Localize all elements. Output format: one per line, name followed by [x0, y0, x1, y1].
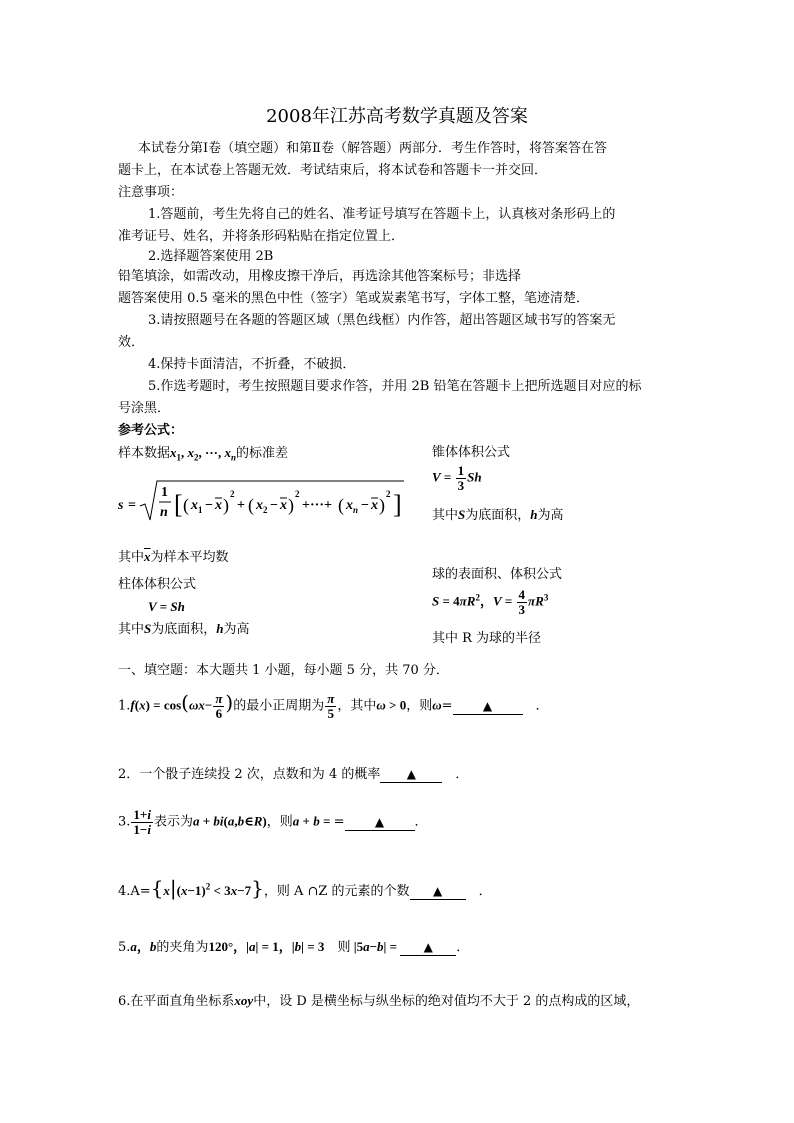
cone-note: 其中S为底面积，h为高: [432, 507, 564, 523]
answer-blank-4[interactable]: ▲: [410, 885, 466, 900]
formulas-heading: 参考公式：: [118, 423, 184, 438]
cone-label: 锥体体积公式: [432, 445, 511, 460]
svg-text:n: n: [353, 505, 359, 515]
svg-text:+: +: [237, 498, 245, 513]
svg-text:(: (: [183, 495, 189, 515]
svg-text:x: x: [346, 498, 353, 513]
svg-text:x: x: [280, 498, 287, 513]
question-1: 1.f(x) = cos(ωx− $\frac{\pi}{6}$ )的最小正周期为 $\frac{\pi}{5}$ ，其中ω > 0，则ω= ▲ ．: [118, 690, 549, 721]
section-heading: 一、填空题：本大题共 1 小题，每小题 5 分，共 70 分．: [118, 663, 449, 678]
note-5b: 号涂黑．: [118, 401, 171, 416]
svg-text:): ): [379, 495, 385, 515]
prism-note: 其中S为底面积，h为高: [118, 621, 250, 637]
svg-text:2: 2: [295, 489, 300, 499]
sphere-label: 球的表面积、体积公式: [432, 567, 563, 582]
svg-text:x: x: [371, 498, 378, 513]
note-3b: 效．: [118, 335, 145, 350]
page-title: 2008年江苏高考数学真题及答案: [266, 106, 528, 127]
note-2c: 题答案使用 0.5 毫米的黑色中性（签字）笔或炭素笔书写，字体工整，笔迹清楚．: [118, 291, 589, 306]
note-1a: 1.答题前，考生先将自己的姓名、准考证号填写在答题卡上，认真核对条形码上的: [148, 207, 616, 222]
answer-blank-5[interactable]: ▲: [400, 941, 456, 956]
note-2a: 2.选择题答案使用 2B: [148, 249, 274, 264]
note-4: 4.保持卡面清洁，不折叠，不破损．: [148, 357, 356, 372]
note-1b: 准考证号、姓名，并将条形码粘贴在指定位置上．: [118, 229, 405, 244]
answer-blank-2[interactable]: ▲: [380, 768, 442, 783]
svg-text:): ): [223, 495, 229, 515]
svg-text:1: 1: [161, 485, 168, 500]
sd-label: 样本数据$x_1$, $x_2$, ···, $x_n$的标准差: [118, 445, 289, 463]
svg-text:−: −: [361, 498, 369, 513]
question-2: 2．一个骰子连续投 2 次，点数和为 4 的概率 ▲ ．: [118, 767, 469, 782]
svg-text:x: x: [191, 498, 198, 513]
svg-text:(: (: [338, 495, 344, 515]
note-5a: 5.作选考题时，考生按照题目要求作答，并用 2B 铅笔在答题卡上把所选题目对应的标: [148, 379, 642, 394]
sd-note: 其中$\overline{x}$为样本平均数: [118, 549, 229, 565]
notes-heading: 注意事项：: [118, 185, 184, 200]
question-5: 5.a，b的夹角为120°，|a| = 1，|b| = 3 则 |5a−b| = ▲ ．: [118, 939, 470, 955]
svg-text:): ): [288, 495, 294, 515]
svg-text:1: 1: [198, 505, 203, 515]
svg-text:s: s: [118, 498, 124, 513]
svg-text:]: ]: [393, 490, 402, 519]
svg-text:x: x: [215, 498, 222, 513]
svg-text:+···+: +···+: [302, 498, 332, 513]
svg-text:−: −: [205, 498, 213, 513]
svg-text:2: 2: [263, 505, 268, 515]
note-2b: 铅笔填涂，如需改动，用橡皮擦干净后，再选涂其他答案标号；非选择: [118, 269, 522, 284]
prism-label: 柱体体积公式: [118, 577, 197, 592]
answer-blank-3[interactable]: ▲: [345, 816, 415, 831]
question-6: 6.在平面直角坐标系xoy中，设 D 是横坐标与纵坐标的绝对值均不大于 2 的点构成的区域，: [118, 993, 640, 1009]
answer-blank-1[interactable]: ▲: [453, 700, 523, 715]
svg-text:(: (: [248, 495, 254, 515]
svg-text:n: n: [160, 505, 168, 520]
svg-text:2: 2: [386, 489, 391, 499]
sd-formula: [112, 478, 412, 526]
question-4: $4.A=\{x|(x-1)^2 < 3x-7\}$，则 A ∩Z 的元素的个数 ▲ ．: [118, 876, 492, 900]
sphere-note: 其中 R 为球的半径: [432, 631, 542, 646]
note-3a: 3.请按照题号在各题的答题区域（黑色线框）内作答，超出答题区域书写的答案无: [148, 313, 616, 328]
svg-text:−: −: [270, 498, 278, 513]
svg-text:2: 2: [230, 489, 235, 499]
svg-text:=: =: [128, 498, 136, 513]
cone-formula: V = $\frac{1}{3}$ Sh: [432, 463, 482, 493]
svg-text:x: x: [256, 498, 263, 513]
intro-line-2: 题卡上，在本试卷上答题无效．考试结束后，将本试卷和答题卡一并交回．: [118, 163, 548, 178]
svg-text:[: [: [174, 490, 183, 519]
sphere-formula: $S = 4\pi R^2$，V = $\frac{4}{3}$ $\pi R^3$: [432, 587, 549, 617]
question-3: 3. $\frac{1+i}{1-i}$ 表示为a + bi(a,b∈R)，则a + b = = ▲ ．: [118, 807, 428, 837]
prism-formula: V = Sh: [148, 599, 185, 614]
intro-line-1: 本试卷分第Ⅰ卷（填空题）和第Ⅱ卷（解答题）两部分．考生作答时，将答案答在答: [138, 141, 607, 156]
